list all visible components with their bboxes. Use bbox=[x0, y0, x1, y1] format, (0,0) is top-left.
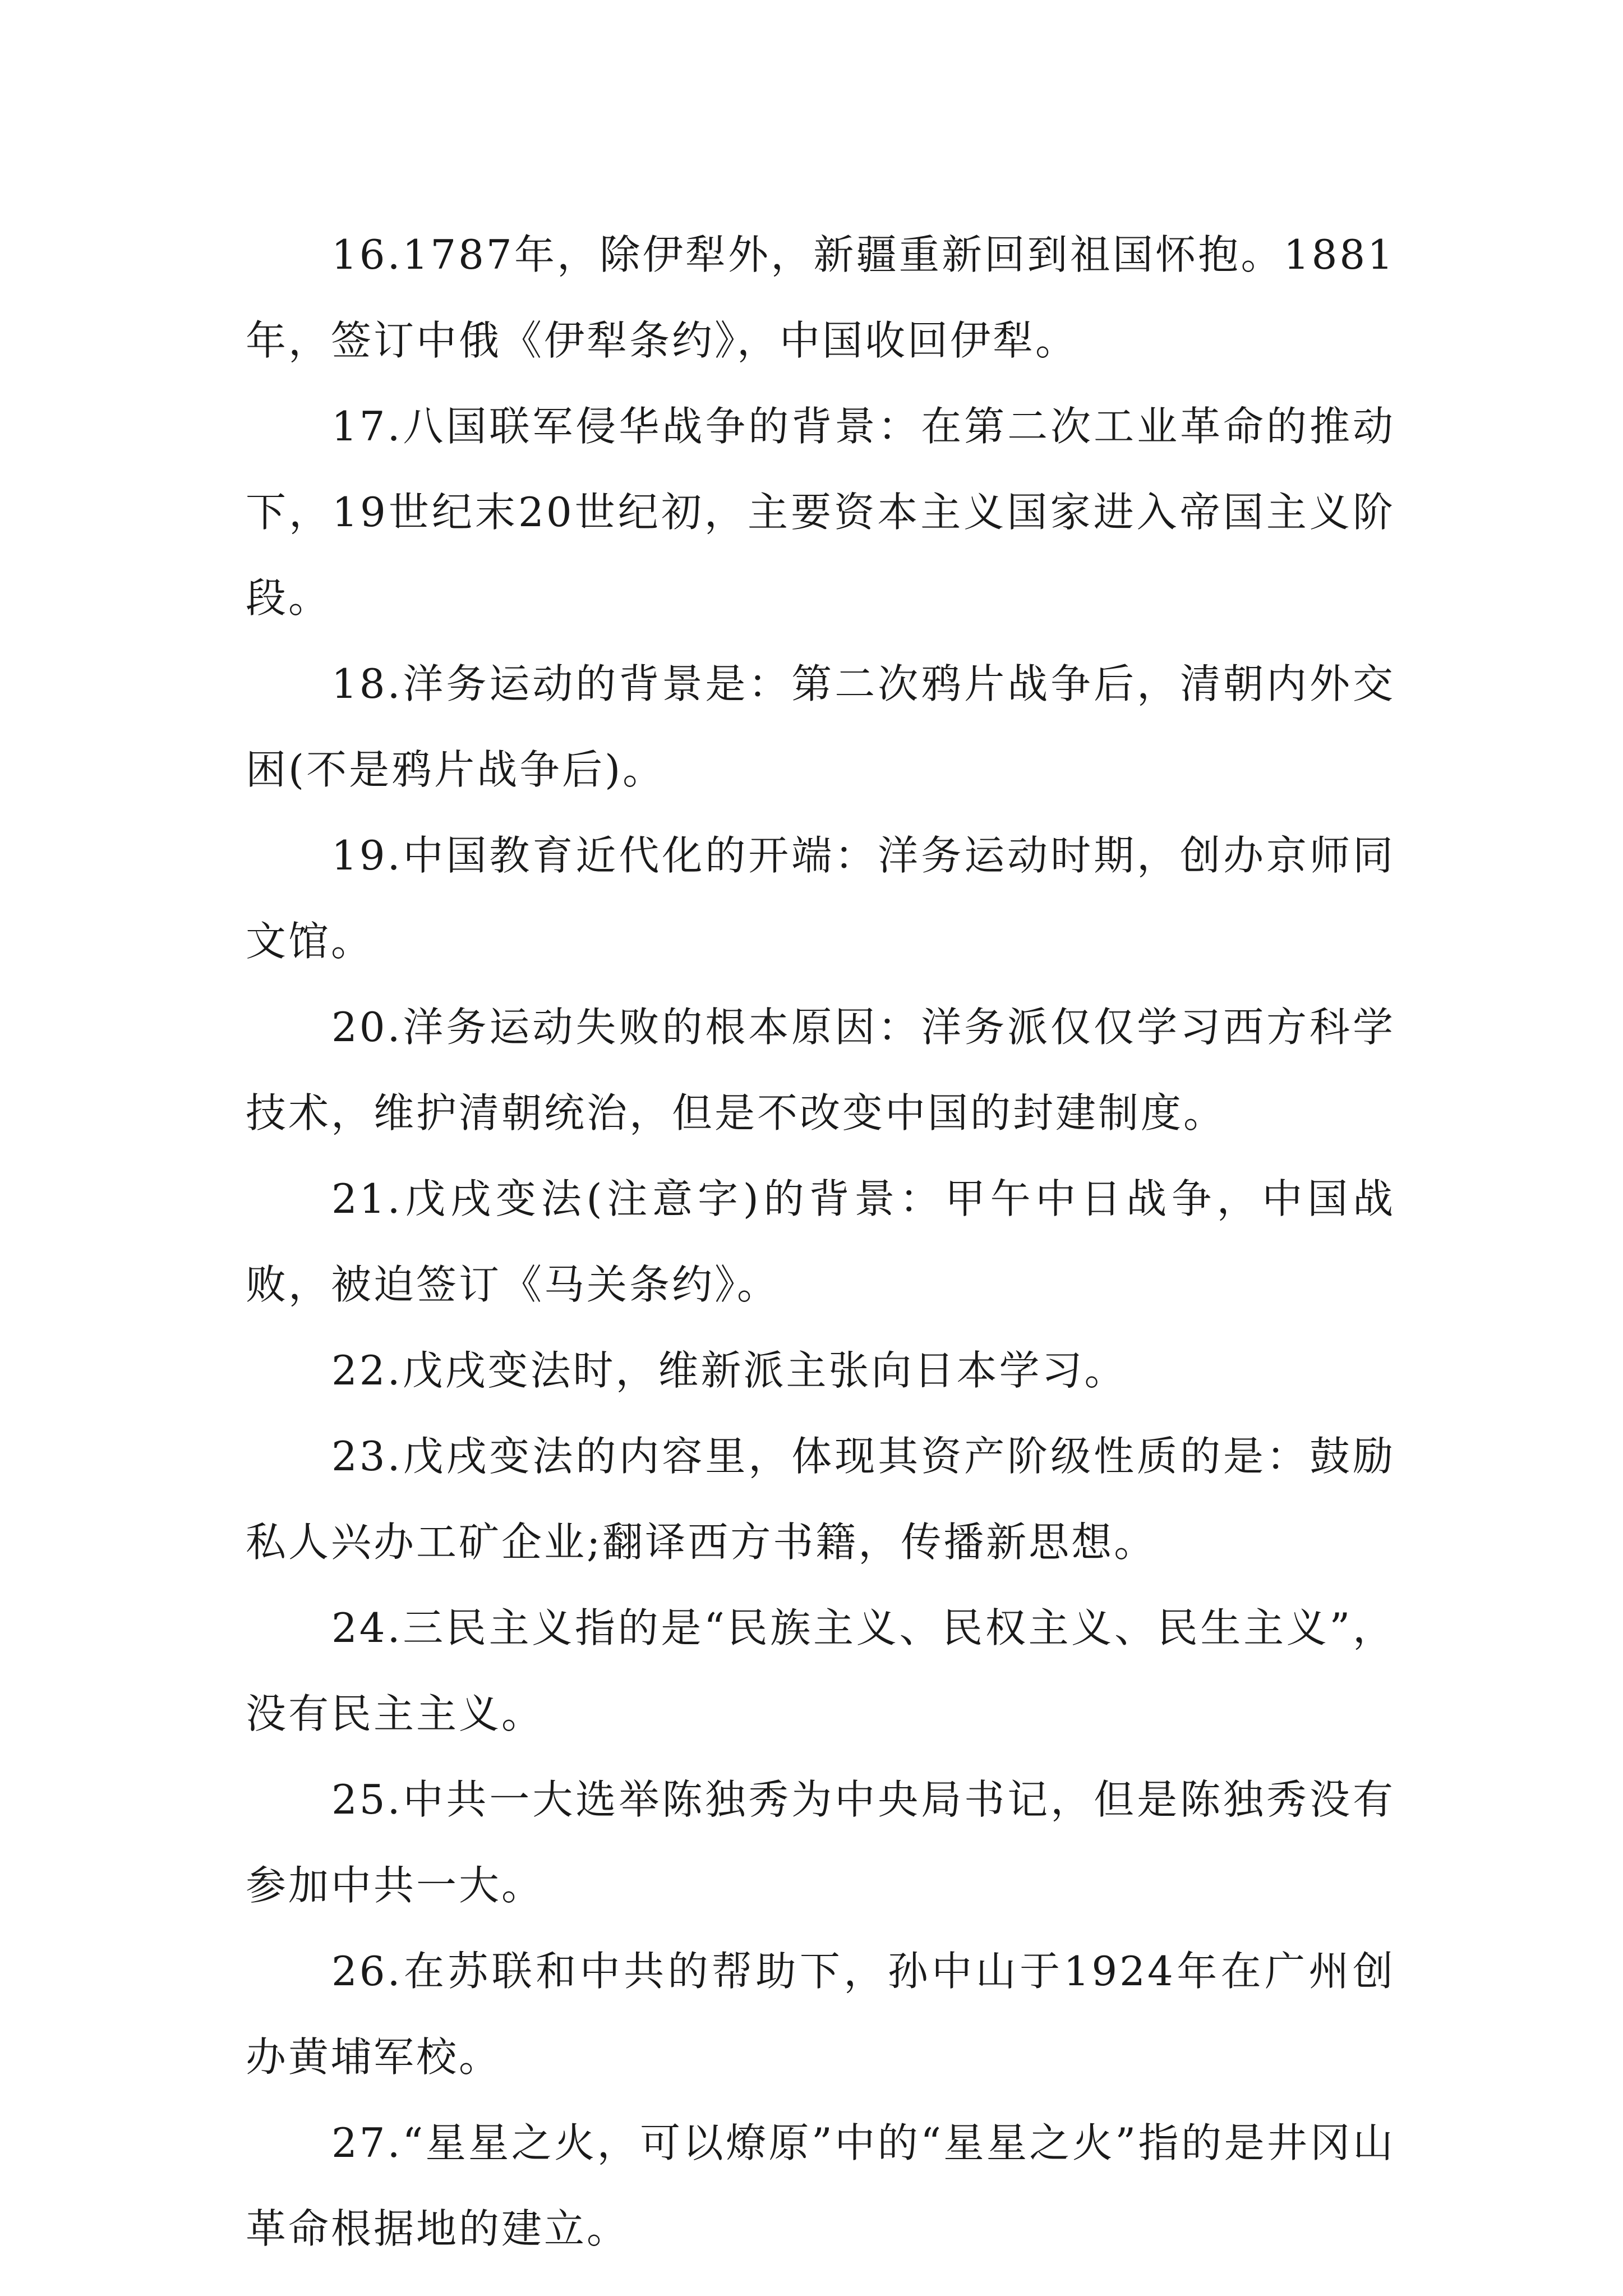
paragraph-26: 26.在苏联和中共的帮助下，孙中山于1924年在广州创办黄埔军校。 bbox=[246, 1948, 1395, 2081]
paragraph-24: 24.三民主义指的是“民族主义、民权主义、民生主义”，没有民主主义。 bbox=[246, 1604, 1395, 1737]
paragraph-23: 23.戊戌变法的内容里，体现其资产阶级性质的是：鼓励私人兴办工矿企业;翻译西方书籍，传播新思想。 bbox=[246, 1433, 1395, 1566]
paragraph-25: 25.中共一大选举陈独秀为中央局书记，但是陈独秀没有参加中共一大。 bbox=[246, 1776, 1395, 1909]
paragraph-16: 16.1787年，除伊犁外，新疆重新回到祖国怀抱。1881年，签订中俄《伊犁条约》，中国收回伊犁。 bbox=[246, 231, 1395, 364]
paragraph-22: 22.戊戌变法时，维新派主张向日本学习。 bbox=[331, 1347, 1127, 1394]
paragraph-21: 21.戊戌变法(注意字)的背景：甲午中日战争，中国战败，被迫签订《马关条约》。 bbox=[246, 1175, 1395, 1308]
paragraph-17: 17.八国联军侵华战争的背景：在第二次工业革命的推动下，19世纪末20世纪初，主要资本主义国家进入帝国主义阶段。 bbox=[246, 403, 1395, 622]
document-body bbox=[246, 212, 1395, 2272]
paragraph-19: 19.中国教育近代化的开端：洋务运动时期，创办京师同文馆。 bbox=[246, 832, 1395, 965]
paragraph-27: 27.“星星之火，可以燎原”中的“星星之火”指的是井冈山革命根据地的建立。 bbox=[246, 2119, 1395, 2252]
paragraph-18: 18.洋务运动的背景是：第二次鸦片战争后，清朝内外交困(不是鸦片战争后)。 bbox=[246, 660, 1395, 793]
paragraph-20: 20.洋务运动失败的根本原因：洋务派仅仅学习西方科学技术，维护清朝统治，但是不改变中国的封建制度。 bbox=[246, 1004, 1395, 1137]
